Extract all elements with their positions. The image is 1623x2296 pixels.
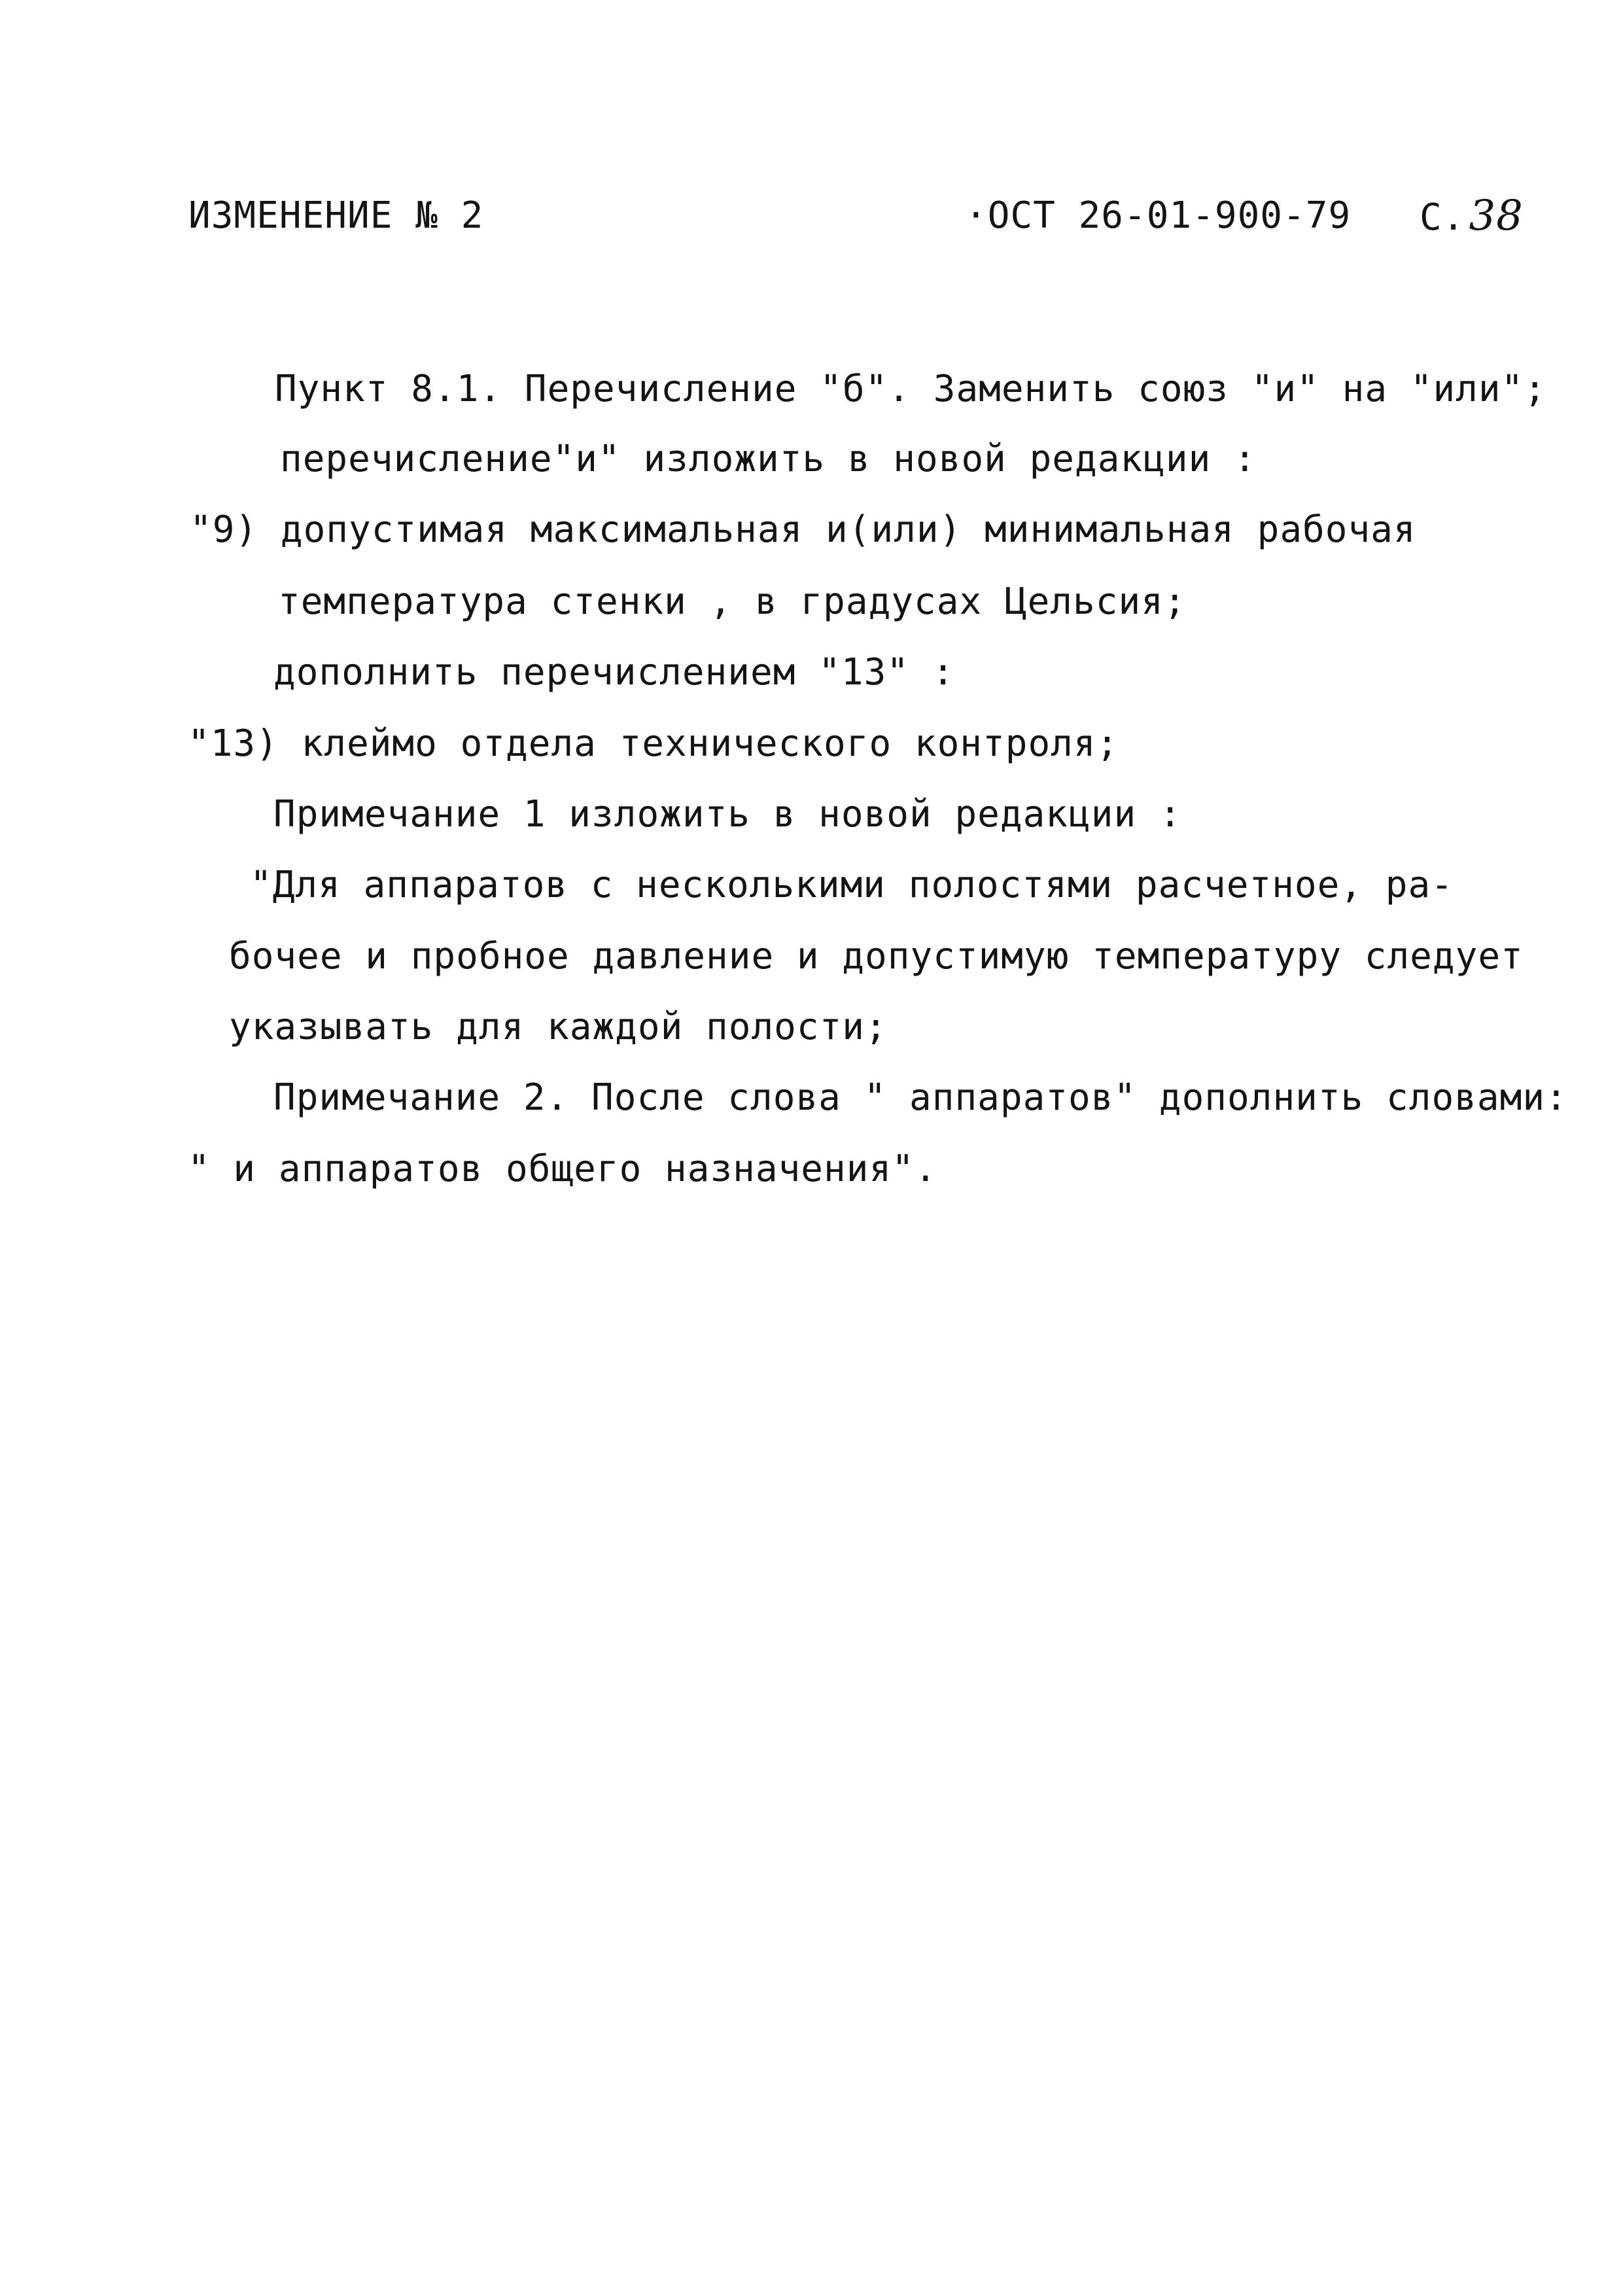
text-line: Примечание 2. После слова " аппаратов" дополнить словами: [273, 1076, 1568, 1119]
text-line: Пункт 8.1. Перечисление "б". Заменить союз "и" на "или"; [275, 368, 1547, 410]
text-line: перечисление"и" изложить в новой редакции : [280, 438, 1257, 480]
text-line: Примечание 1 изложить в новой редакции : [273, 793, 1182, 836]
page-prefix: С. [1420, 196, 1465, 239]
text-line: "13) клеймо отдела технического контроля; [188, 722, 1119, 765]
text-line: " и аппаратов общего назначения". [188, 1148, 937, 1190]
page-label [1420, 190, 1524, 244]
text-line: "9) допустимая максимальная и(или) минимальная рабочая [190, 508, 1416, 551]
text-line: температура стенки , в градусах Цельсия; [278, 580, 1187, 623]
text-line: бочее и пробное давление и допустимую температуру следует [229, 935, 1524, 978]
change-label: ИЗМЕНЕНИЕ № 2 [188, 194, 484, 237]
text-line: дополнить перечислением "13" : [273, 651, 955, 694]
page-number: 38 [1469, 192, 1524, 240]
text-line: "Для аппаратов с несколькими полостями расчетное, ра- [250, 864, 1454, 906]
standard-number: ·ОСТ 26-01-900-79 [965, 194, 1352, 237]
text-line: указывать для каждой полости; [229, 1006, 888, 1048]
